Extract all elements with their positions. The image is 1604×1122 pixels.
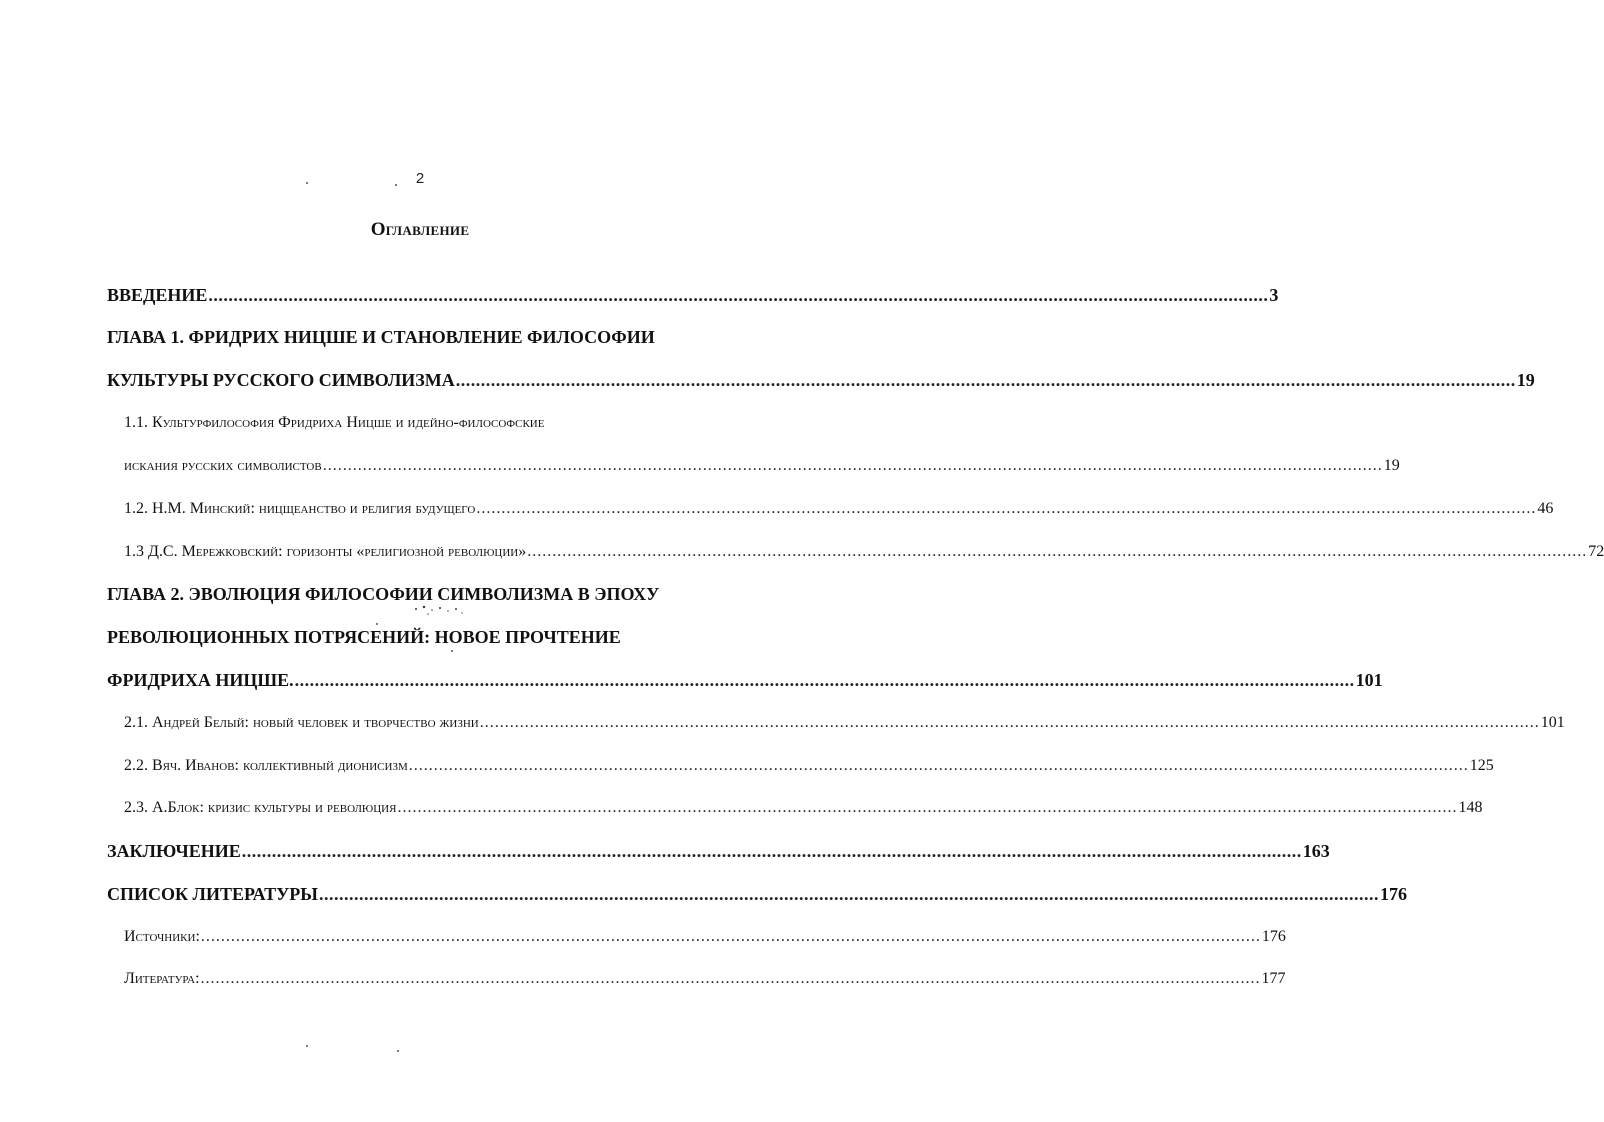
toc-entry[interactable]: [107, 625, 737, 649]
toc-leader: ....................................................................................................................................................................................................................: [208, 285, 1269, 305]
toc-entry-text: 1.1. Культурфилософия Фридриха Ницше и идейно-философские: [124, 414, 545, 431]
toc-entry[interactable]: [124, 411, 737, 435]
toc-leader: ....................................................................................................................................................................................................................: [455, 370, 1516, 390]
toc-entry-page: 125: [1469, 757, 1494, 774]
scan-speck: [306, 182, 308, 184]
toc-entry[interactable]: [124, 796, 1483, 820]
scan-speck: [395, 184, 397, 186]
toc-entry-page: 46: [1537, 500, 1554, 517]
toc-leader: ....................................................................................................................................................................................................................: [527, 543, 1588, 560]
toc-entry[interactable]: [124, 497, 1554, 521]
toc-leader: ....................................................................................................................................................................................................................: [479, 714, 1540, 731]
toc-leader: ....................................................................................................................................................................................................................: [322, 457, 1383, 474]
scan-speck: [376, 623, 378, 625]
toc-entry[interactable]: [107, 839, 1330, 863]
scan-speck: [397, 1050, 399, 1052]
toc-entry-text: 1.2. Н.М. Минский: ницщеанство и религия будущего: [124, 500, 476, 517]
toc-entry[interactable]: [124, 967, 1286, 991]
toc-entry[interactable]: [124, 540, 1604, 564]
toc-entry-text: 1.3 Д.С. Мережковский: горизонты «религиозной революции»: [124, 543, 527, 560]
toc-leader: ....................................................................................................................................................................................................................: [318, 884, 1379, 904]
toc-leader: ....................................................................................................................................................................................................................: [397, 799, 1458, 816]
toc-entry[interactable]: [124, 754, 1494, 778]
scan-noise: [410, 605, 470, 617]
toc-leader: ....................................................................................................................................................................................................................: [241, 841, 1302, 861]
toc-entry[interactable]: [107, 368, 1535, 392]
toc-entry[interactable]: [107, 582, 737, 606]
toc-entry-text: ВВЕДЕНИЕ: [107, 285, 208, 305]
toc-entry-page: 101: [1540, 714, 1565, 731]
toc-entry-page: 72: [1588, 543, 1604, 560]
toc-entry-text: Литература:: [124, 970, 200, 987]
toc-entry-page: 19: [1516, 370, 1535, 390]
toc-entry-page: 101: [1355, 670, 1383, 690]
scan-speck: [306, 1045, 308, 1047]
toc-entry-page: 177: [1261, 970, 1286, 987]
toc-entry-text: ЗАКЛЮЧЕНИЕ: [107, 841, 241, 861]
toc-entry-page: 19: [1383, 457, 1400, 474]
scan-speck: [451, 650, 453, 652]
toc-entry[interactable]: [107, 882, 1407, 906]
toc-entry-text: ГЛАВА 2. ЭВОЛЮЦИЯ ФИЛОСОФИИ СИМВОЛИЗМА В ЭПОХУ: [107, 584, 660, 604]
page-number: 2: [415, 170, 425, 187]
toc-entry-text: 2.2. Вяч. Иванов: коллективный дионисизм: [124, 757, 408, 774]
toc-entry-text: Источники:: [124, 928, 200, 945]
toc-entry-page: 3: [1269, 285, 1279, 305]
toc-entry[interactable]: [107, 668, 1383, 692]
toc-entry-text: СПИСОК ЛИТЕРАТУРЫ: [107, 884, 318, 904]
toc-leader: ....................................................................................................................................................................................................................: [476, 500, 1537, 517]
toc-entry[interactable]: [124, 925, 1286, 949]
toc-entry[interactable]: [107, 283, 1279, 307]
toc-entry[interactable]: [107, 325, 737, 349]
toc-entry[interactable]: [124, 454, 1400, 478]
toc-entry-page: 148: [1458, 799, 1483, 816]
toc-entry-text: 2.3. А.Блок: кризис культуры и революция: [124, 799, 397, 816]
toc-entry-page: 176: [1379, 884, 1407, 904]
toc-leader: ....................................................................................................................................................................................................................: [200, 970, 1261, 987]
toc-leader: ....................................................................................................................................................................................................................: [200, 928, 1261, 945]
toc-entry-text: КУЛЬТУРЫ РУССКОГО СИМВОЛИЗМА: [107, 370, 455, 390]
toc-entry-text: 2.1. Андрей Белый: новый человек и творчество жизни: [124, 714, 479, 731]
toc-leader: ....................................................................................................................................................................................................................: [294, 670, 1355, 690]
toc-entry-text: ФРИДРИХА НИЦШЕ.: [107, 670, 294, 690]
toc-entry-text: ГЛАВА 1. ФРИДРИХ НИЦШЕ И СТАНОВЛЕНИЕ ФИЛОСОФИИ: [107, 327, 655, 347]
toc-entry[interactable]: [124, 711, 1565, 735]
toc-entry-page: 163: [1302, 841, 1330, 861]
toc-entry-text: искания русских символистов: [124, 457, 322, 474]
toc-leader: ....................................................................................................................................................................................................................: [408, 757, 1469, 774]
page-title: Оглавление: [370, 219, 470, 240]
toc-entry-page: 176: [1261, 928, 1286, 945]
toc-entry-text: РЕВОЛЮЦИОННЫХ ПОТРЯСЕНИЙ: НОВОЕ ПРОЧТЕНИЕ: [107, 627, 621, 647]
